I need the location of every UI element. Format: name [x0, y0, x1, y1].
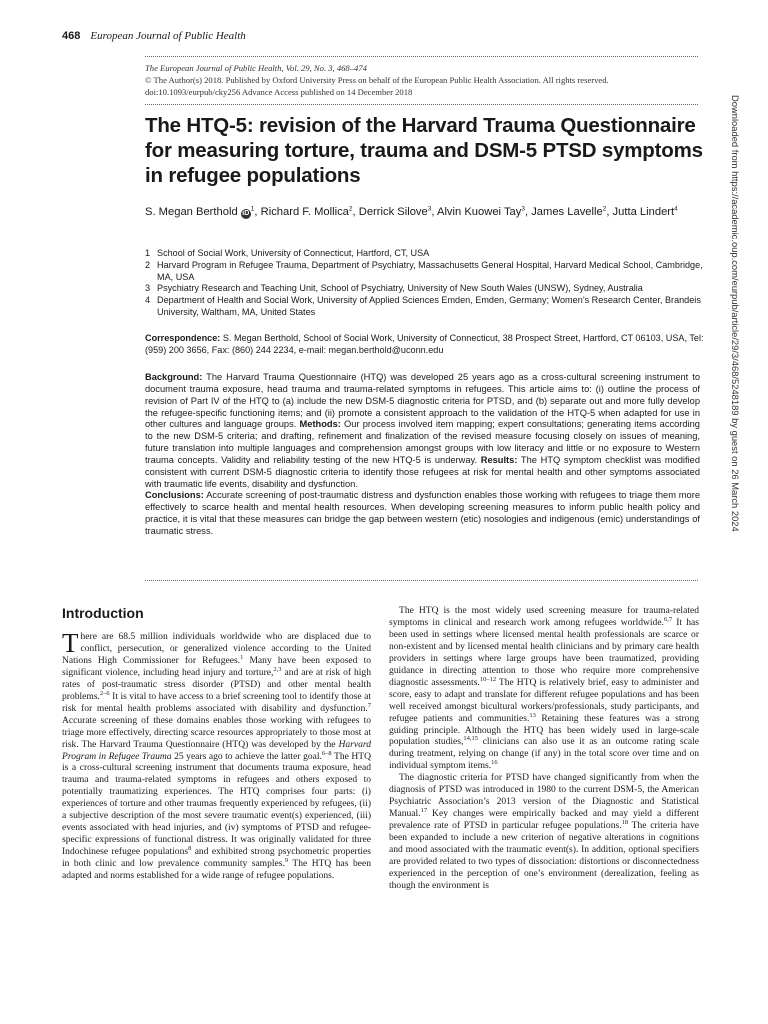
- author-affil-sup: 1: [250, 205, 255, 213]
- article-title: The HTQ-5: revision of the Harvard Trauma Questionnaire for measuring torture, trauma and DSM-5 PTSD symptoms in refugee populations: [145, 114, 703, 187]
- abstract-conclusions: Accurate screening of post-traumatic distress and dysfunction enables those working with refugees to triage them more effectively to scarce health and mental health resources. When developing screening measures to inform public health policy and practice, it is vital that these measures can bridge the gap between western (etic) nosologies and indigenous (emic) understandings of traumatic stress.: [145, 490, 700, 536]
- body-column-left: [62, 628, 371, 882]
- abstract-methods: Our process involved item mapping; expert consultations; generating items according to the new DSM-5 criteria; and drafting, refinement and finalization of the revised measure focusing closely on issues of meaning, future translation into multiple languages and comprehension amongst groups with low literacy and little or no exposure to Western trauma concepts. Validity and reliability testing of the new HTQ-5 is underway.: [145, 419, 700, 465]
- citation-ref[interactable]: 7: [367, 701, 371, 709]
- affiliation-number: 1: [145, 248, 151, 258]
- citation-ref[interactable]: 2,3: [273, 665, 282, 673]
- orcid-icon[interactable]: iD: [242, 210, 250, 217]
- divider-top: [145, 56, 698, 57]
- body-text: It has been used in settings where licensed mental health professionals are scarce or non-existent and by licensed mental health clinicians and by primary care health providers in settings where large groups have been traumatized, providing guidance in directing attention to those who require more comprehensive diagnostic assessments.: [389, 616, 699, 688]
- drop-cap: T: [62, 628, 79, 658]
- affiliations: [145, 248, 715, 319]
- affiliation-text: School of Social Work, University of Connecticut, Hartford, CT, USA: [157, 248, 430, 258]
- body-text: Retaining these features was a strong guiding principle. Although the HTQ has been widely used in large-scale population studies,: [389, 712, 699, 748]
- citation-ref[interactable]: 17: [420, 807, 428, 815]
- abstract-background-label: Background:: [145, 372, 203, 382]
- citation-ref[interactable]: 9: [284, 856, 289, 864]
- divider-abstract: [145, 580, 698, 581]
- citation-ref[interactable]: 1: [240, 653, 244, 661]
- running-header: [62, 30, 246, 42]
- citation-doi[interactable]: doi:10.1093/eurpub/cky256 Advance Access published on 14 December 2018: [145, 87, 413, 97]
- body-text: and are at risk of high rates of post-traumatic stress disorder (PTSD) and other mental health problems.: [62, 666, 371, 702]
- body-text-italic: Harvard Program in Refugee Trauma: [62, 738, 371, 762]
- author-affil-sup: 3: [521, 205, 525, 213]
- author-affil-sup: 3: [427, 205, 432, 213]
- body-column-right: [389, 605, 699, 892]
- divider-title: [145, 104, 698, 105]
- journal-name: European Journal of Public Health: [90, 30, 246, 42]
- citation-ref[interactable]: 6,7: [663, 615, 673, 623]
- correspondence: [145, 333, 705, 357]
- author-name: S. Megan Berthold: [145, 206, 238, 218]
- citation-ref[interactable]: 18: [621, 818, 629, 826]
- citation-ref[interactable]: 13: [529, 711, 536, 719]
- abstract-conclusions-label: Conclusions:: [145, 490, 204, 501]
- abstract: [145, 372, 700, 538]
- page-number: 468: [62, 30, 81, 42]
- abstract-methods-label: Methods:: [299, 419, 341, 430]
- abstract-results-label: Results:: [480, 454, 518, 465]
- citation-line-2: © The Author(s) 2018. Published by Oxford University Press on behalf of the European Public Health Association. All rights reserved.: [145, 75, 609, 85]
- citation-ref[interactable]: 16: [491, 759, 498, 767]
- body-text: The HTQ is relatively brief, easy to administer and score, easy to adapt and translate for different refugee populations and has been well received amongst bicultural workers/professionals, study participants, and refugee patients and communities.: [389, 676, 699, 724]
- author-affil-sup: 2: [348, 205, 353, 213]
- affiliation-number: 2: [145, 259, 151, 270]
- author-name: , James Lavelle: [524, 206, 603, 218]
- body-text: The HTQ is a cross-cultural screening instrument that documents trauma exposure, head trauma and trauma-related symptoms in refugees and others exposed to potentially traumatizing experiences. The HTQ comprises four parts: (i) experiences of torture and other traumas frequently experienced by refugees, (ii) a subjective description of the most severe traumatic event(s) experienced, (iii) events associated with head injuries, and (iv) symptoms of PTSD and refugee-specific expressions of functional distress. It was originally validated for three Indochinese refugee populations: [62, 750, 371, 858]
- citation-line-1: The European Journal of Public Health, Vol. 29, No. 3, 468–474: [145, 63, 367, 73]
- citation-ref[interactable]: 2–6: [99, 689, 110, 697]
- affiliation-item: [145, 260, 715, 284]
- affiliation-number: 4: [145, 295, 151, 306]
- citation-ref[interactable]: 14,15: [463, 735, 479, 743]
- author-name: , Derrick Silove: [352, 206, 428, 218]
- body-text: It is vital to have access to a brief screening tool to identify those at risk for mental health problems associated with disability and dysfunction.: [62, 690, 371, 714]
- affiliation-text: Psychiatry Research and Teaching Unit, School of Psychiatry, University of New South Wales (UNSW), Sydney, Australia: [157, 283, 643, 294]
- citation-ref[interactable]: 10–12: [479, 675, 497, 683]
- citation-ref[interactable]: 6–8: [321, 749, 332, 757]
- affiliation-number: 3: [145, 283, 151, 294]
- author-name: , Richard F. Mollica: [254, 206, 349, 218]
- correspondence-label: Correspondence:: [145, 333, 221, 343]
- affiliation-item: [145, 295, 715, 319]
- abstract-results: The HTQ symptom checklist was modified consistent with current DSM-5 diagnostic criteria to identify those refugees at risk for mental health and other symptoms associated with traumatic life events, disability and dysfunction.: [145, 454, 700, 489]
- paragraph: [389, 605, 699, 772]
- body-text: The diagnostic criteria for PTSD have changed significantly from when the diagnosis of PTSD was introduced in 1980 to the current DSM-5, the American Psychiatric Association’s 2013 version of the Diagnostic and Statistical Manual.: [389, 772, 699, 820]
- body-text: The HTQ is the most widely used screening measure for trauma-related symptoms in clinical and research work among refugees worldwide.: [389, 605, 699, 628]
- correspondence-text: S. Megan Berthold, School of Social Work, University of Connecticut, 38 Prospect Street, Hartford, CT 06103, USA, Tel: (959) 200 3656, Fax: (860) 244 2234, e-mail: megan.berthold@uconn.edu: [145, 333, 704, 355]
- citation-block: [145, 62, 705, 98]
- body-text: here are 68.5 million individuals worldwide who are displaced due to conflict, persecution, or generalized violence according to the United Nations High Commissioner for Refugees.: [62, 631, 371, 666]
- abstract-background: The Harvard Trauma Questionnaire (HTQ) was developed 25 years ago as a cross-cultural screening instrument to document trauma exposure, head trauma and trauma-related symptoms in refugees. This article aims to: (i) outline the process of revision of Part IV of the HTQ to (a) include the new DSM-5 diagnostic criteria for PTSD, and (b) separate out and more fully develop the refugee-specific functioning items; and (ii) promote a consistent approach to the validation of the HTQ-5 when adapted for use in other cultures and language groups.: [145, 372, 700, 430]
- body-text: and exhibited strong psychometric properties in both clinic and low prevalence community samples.: [62, 846, 371, 870]
- citation-ref[interactable]: 8: [188, 844, 192, 852]
- body-text: clinicians can also use it as an outcome rating scale during treatment, relying on change (if any) in the total score over time and on individual symptom items.: [389, 736, 699, 772]
- author-name: , Alvin Kuowei Tay: [431, 206, 522, 218]
- author-name: , Jutta Lindert: [606, 206, 675, 218]
- affiliation-text: Department of Health and Social Work, University of Applied Sciences Emden, Emden, Germany; Women’s Research Center, Brandeis University, Waltham, MA, United States: [157, 295, 701, 317]
- author-affil-sup: 4: [674, 205, 678, 213]
- paragraph: [389, 772, 699, 892]
- body-text: Accurate screening of these domains enables those working with refugees to triage more effectively, directing scarce resources appropriately to those most at risk. The Harvard Trauma Questionnaire (HTQ) was developed by the: [62, 714, 371, 750]
- body-text: The criteria have been expanded to include a new criterion of negative alterations in cognitions and mood associated with the traumatic event(s). In addition, optional specifiers are provided related to two types of dissociation: distortions or disconnectedness experienced in the perception of one’s environment (derealization, feeling as though the environment is: [389, 820, 699, 891]
- body-text: Many have been exposed to significant violence, including head injury and torture,: [62, 654, 371, 678]
- author-affil-sup: 2: [602, 205, 607, 213]
- body-text: 25 years ago to achieve the latter goal.: [171, 750, 322, 762]
- affiliation-item: [145, 248, 715, 260]
- section-heading-introduction: Introduction: [62, 605, 144, 621]
- author-list: [145, 205, 705, 219]
- body-text: The HTQ has been adapted and norms established for a wide range of refugee populations.: [62, 858, 371, 882]
- affiliation-item: [145, 283, 715, 295]
- body-text: Key changes were empirically backed and may yield a different prevalence rate of PTSD in particular refugee populations.: [389, 808, 699, 832]
- download-watermark: Downloaded from https://academic.oup.com/eurpub/article/29/3/468/5248189 by guest on 26 March 2024: [730, 95, 741, 532]
- affiliation-text: Harvard Program in Refugee Trauma, Department of Psychiatry, Massachusetts General Hospital, Harvard Medical School, Cambridge, MA, USA: [157, 259, 703, 282]
